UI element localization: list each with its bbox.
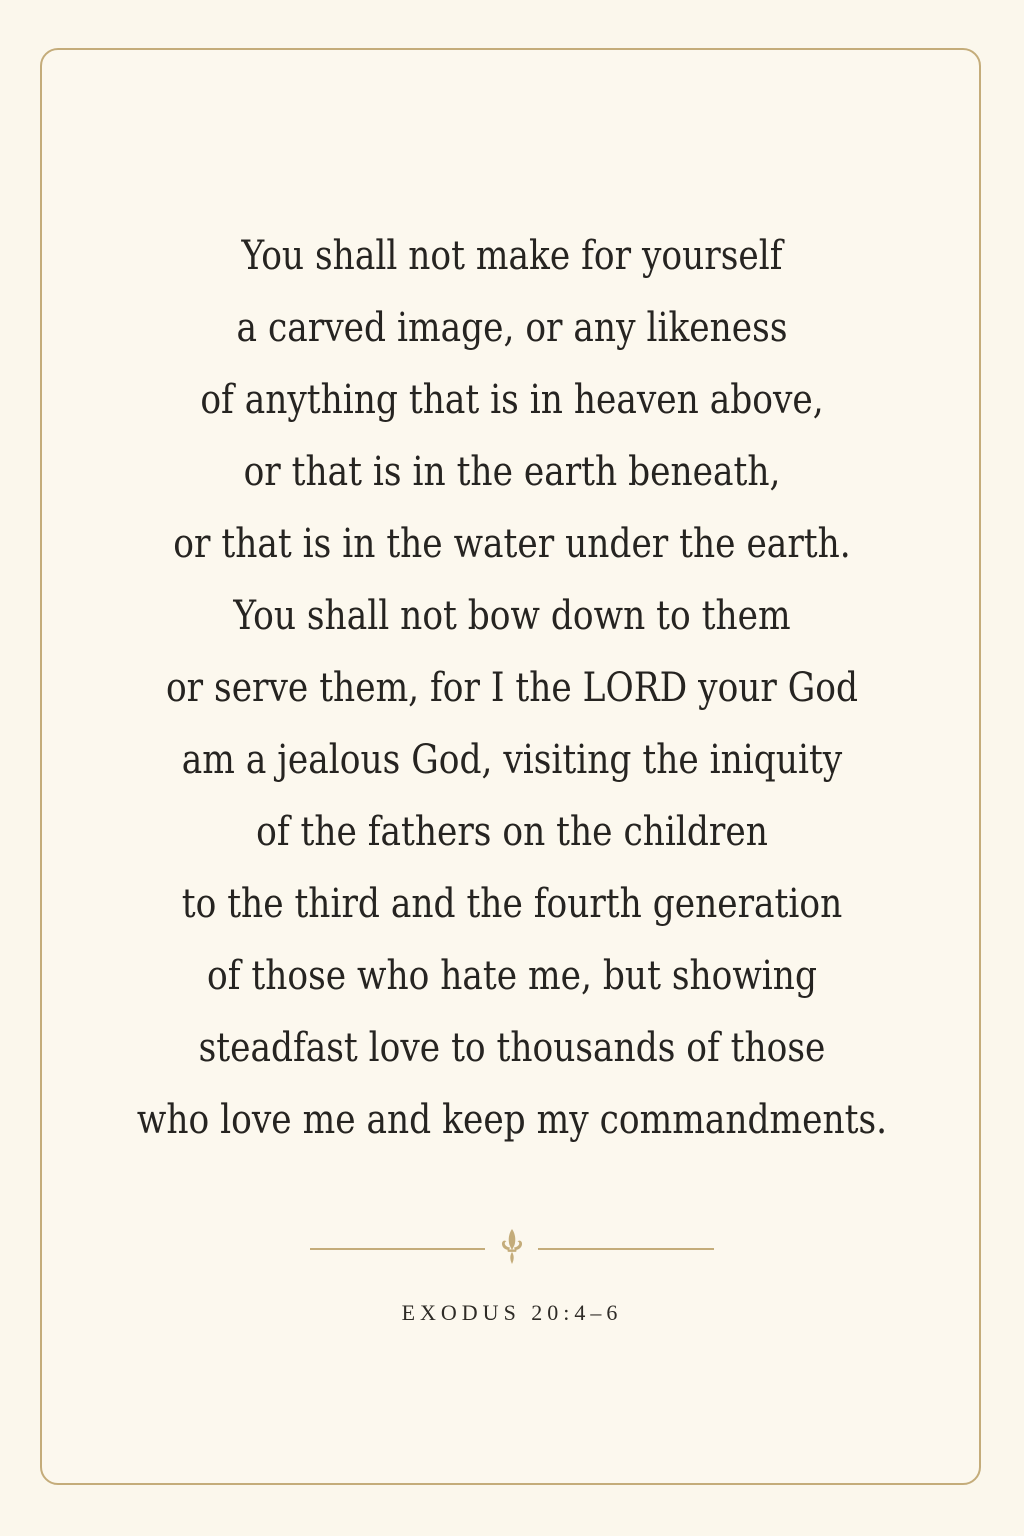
scripture-reference: EXODUS 20:4–6 — [401, 1300, 623, 1325]
verse-line: who love me and keep my commandments. — [136, 1097, 888, 1143]
verse-line: to the third and the fourth generation — [181, 881, 843, 927]
divider-rule-left — [310, 1248, 485, 1250]
divider-rule-right — [538, 1248, 714, 1250]
fleur-de-lis-icon — [492, 1228, 532, 1268]
verse-line: am a jealous God, visiting the iniquity — [181, 737, 843, 783]
verse-line: steadfast love to thousands of those — [198, 1025, 826, 1071]
verse-line: of the fathers on the children — [256, 809, 768, 855]
verse-line: of those who hate me, but showing — [207, 953, 817, 999]
verse-line: or that is in the water under the earth. — [173, 521, 851, 567]
verse-line: or that is in the earth beneath, — [243, 449, 781, 495]
verse-line: or serve them, for I the LORD your God — [165, 665, 859, 711]
verse-line: You shall not make for yourself — [241, 233, 783, 279]
verse-text — [0, 220, 1024, 1156]
verse-line: of anything that is in heaven above, — [200, 377, 824, 423]
verse-line: a carved image, or any likeness — [236, 305, 788, 351]
ornamental-divider — [310, 1228, 714, 1268]
verse-line: You shall not bow down to them — [233, 593, 791, 639]
